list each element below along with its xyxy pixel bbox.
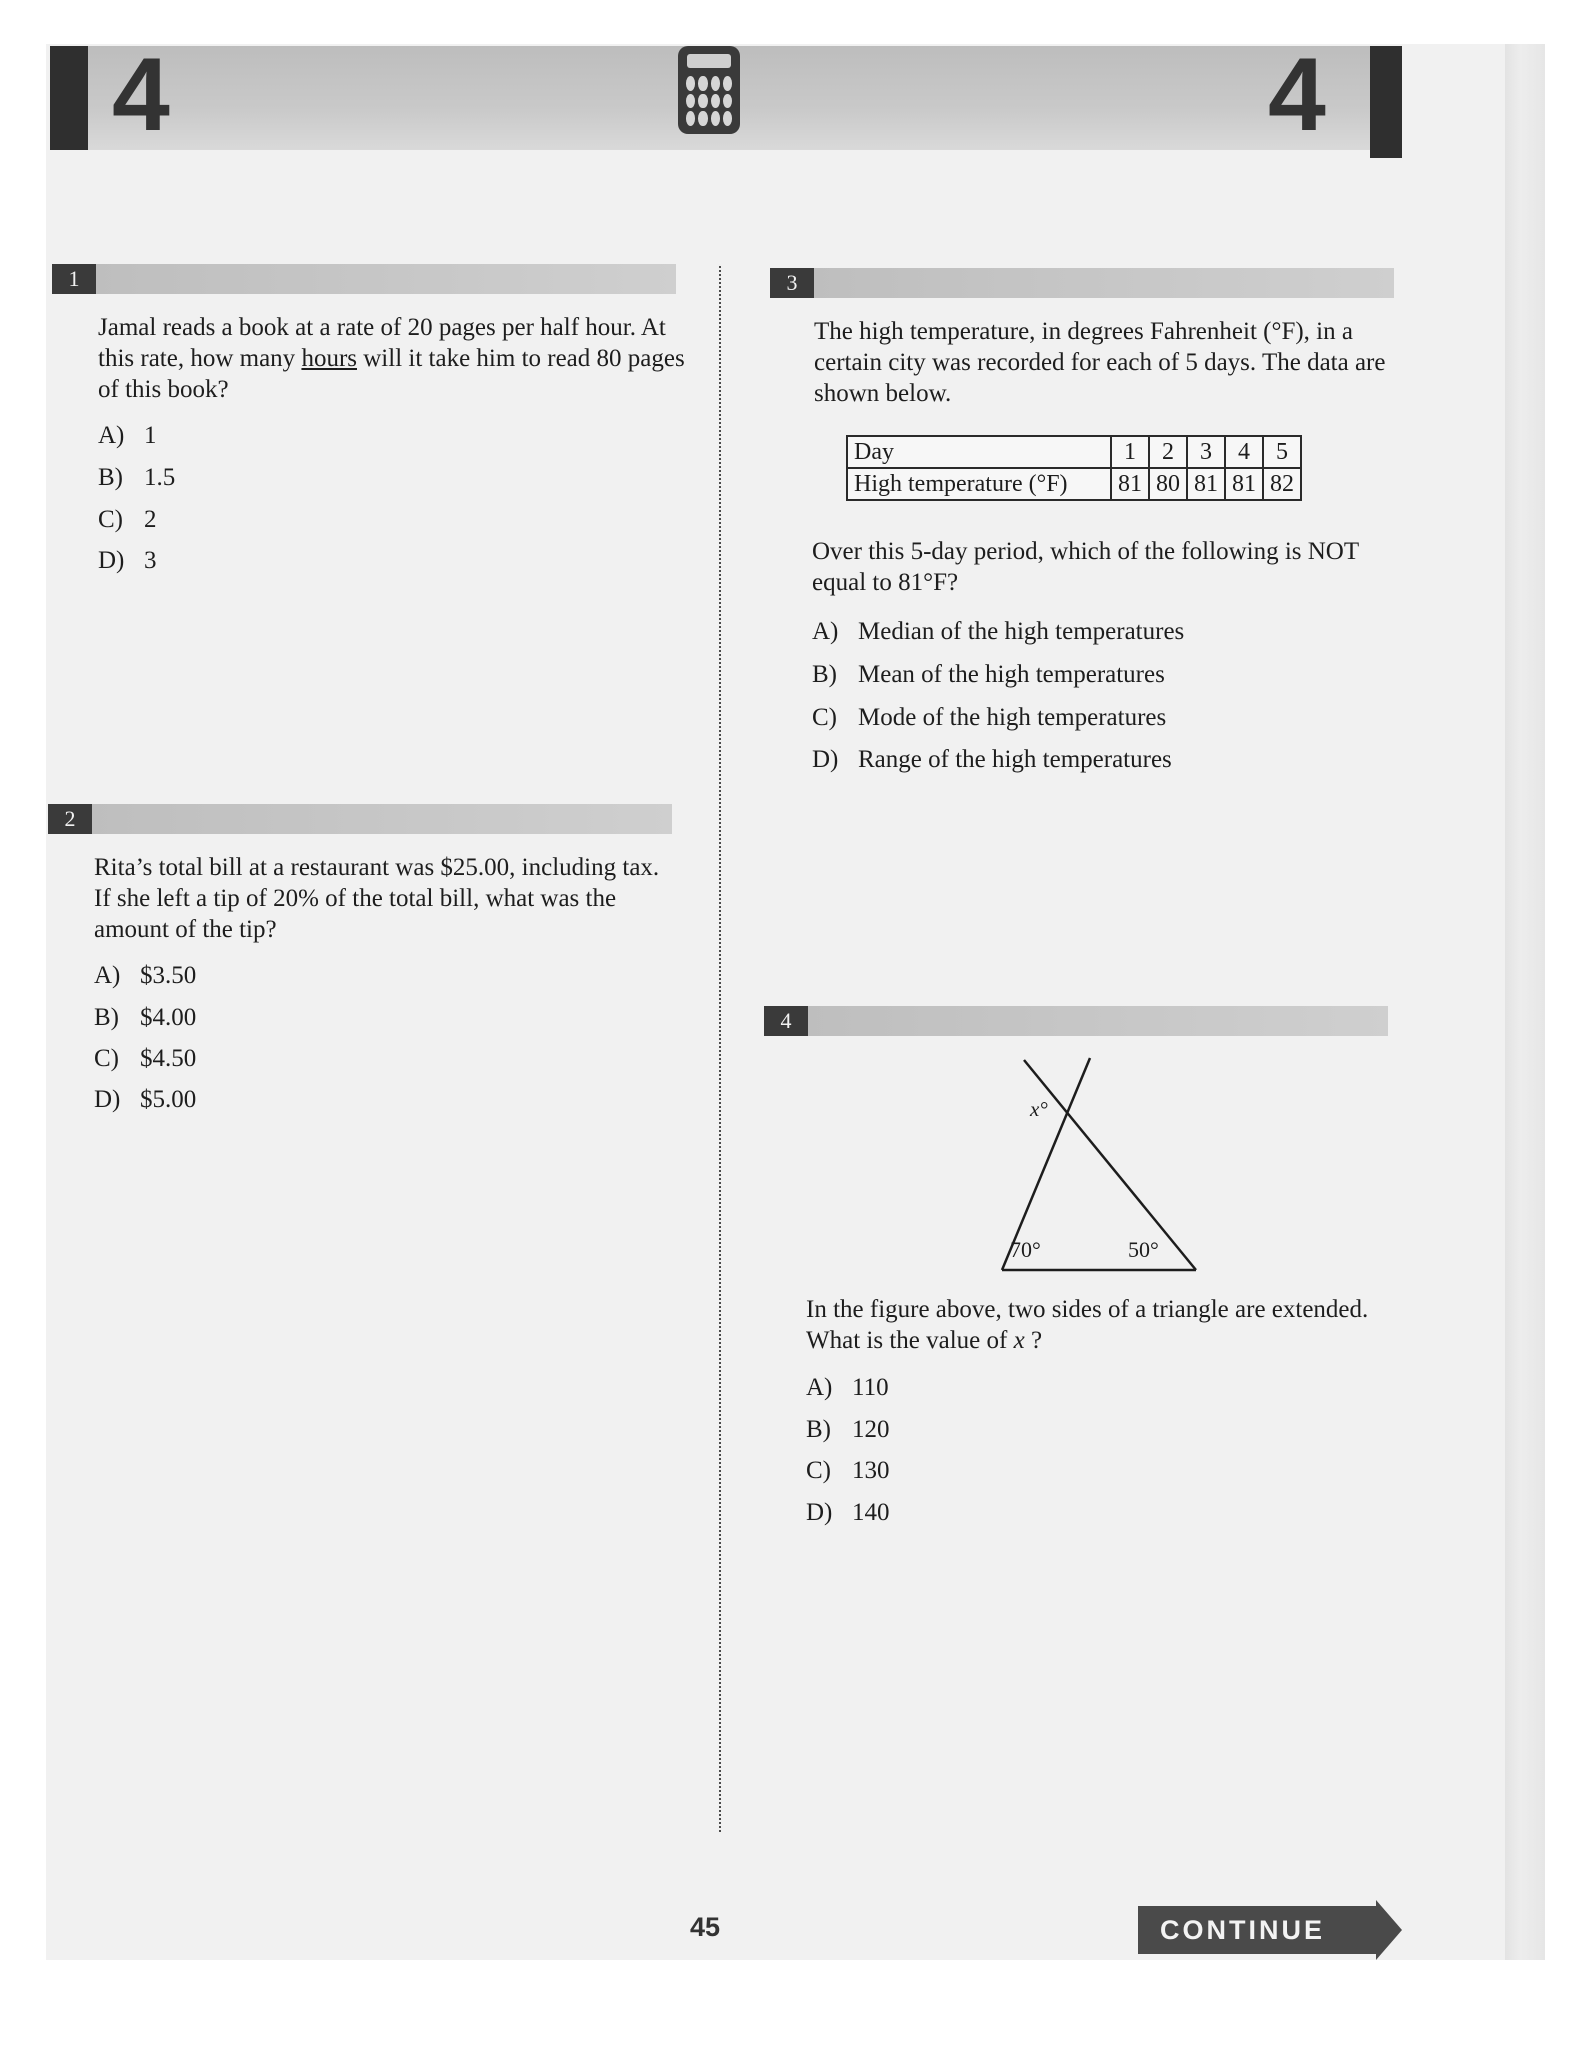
section-number-left: 4 <box>112 37 170 153</box>
answer-option[interactable]: C) Mode of the high temperatures <box>812 704 1167 731</box>
question-2-stem: Rita’s total bill at a restaurant was $25.00, including tax. If she left a tip of 20% of the total bill, what was the amount of the tip? <box>94 854 660 943</box>
answer-option[interactable]: A) 1 <box>98 422 157 449</box>
answer-option[interactable]: C) $4.50 <box>94 1045 197 1072</box>
question-1-header <box>52 264 676 294</box>
question-4-stem: In the figure above, two sides of a triangle are extended. What is the value of x ? <box>806 1296 1369 1354</box>
table-cell: 81 <box>1111 468 1149 500</box>
table-cell: 2 <box>1149 436 1187 468</box>
answer-option[interactable]: A) $3.50 <box>94 962 197 989</box>
continue-button[interactable]: CONTINUE <box>1138 1906 1376 1954</box>
table-row-label: Day <box>847 436 1111 468</box>
answer-option[interactable]: B) $4.00 <box>94 1004 197 1031</box>
answer-option[interactable]: D) 140 <box>806 1499 890 1526</box>
answer-option[interactable]: A) Median of the high temperatures <box>812 618 1185 645</box>
page-number: 45 <box>690 1912 721 1942</box>
question-1-stem: Jamal reads a book at a rate of 20 pages per half hour. At this rate, how many hours will it take him to read 80 pages of this book? <box>98 314 685 403</box>
table-cell: 3 <box>1187 436 1225 468</box>
question-number: 1 <box>52 264 96 294</box>
calculator-icon <box>678 46 740 134</box>
question-3-header <box>770 268 1394 298</box>
answer-option[interactable]: C) 130 <box>806 1457 890 1484</box>
page-edge <box>1505 44 1545 1960</box>
question-number: 4 <box>764 1006 808 1036</box>
answer-option[interactable]: D) 3 <box>98 547 157 574</box>
question-3-prompt: Over this 5-day period, which of the following is NOT equal to 81°F? <box>812 538 1359 596</box>
angle-label-x: x° <box>1030 1097 1048 1121</box>
question-number: 2 <box>48 804 92 834</box>
table-cell: 82 <box>1263 468 1301 500</box>
table-cell: 5 <box>1263 436 1301 468</box>
question-4-header <box>764 1006 1388 1036</box>
column-divider <box>719 266 721 1832</box>
question-2-header <box>48 804 672 834</box>
section-number-right: 4 <box>1268 37 1326 153</box>
variable: x <box>1013 1327 1025 1354</box>
underlined-word: hours <box>301 345 357 372</box>
angle-label-left: 70° <box>1010 1237 1041 1262</box>
question-number: 3 <box>770 268 814 298</box>
angle-label-right: 50° <box>1128 1237 1159 1262</box>
answer-option[interactable]: B) 1.5 <box>98 464 176 491</box>
answer-option[interactable]: B) 120 <box>806 1416 890 1443</box>
answer-option[interactable]: D) $5.00 <box>94 1086 197 1113</box>
question-3-stem: The high temperature, in degrees Fahrenheit (°F), in a certain city was recorded for each of 5 days. The data are shown below. <box>814 318 1386 407</box>
table-cell: 80 <box>1149 468 1187 500</box>
arrow-right-icon <box>1376 1900 1402 1960</box>
table-cell: 4 <box>1225 436 1263 468</box>
table-cell: 81 <box>1187 468 1225 500</box>
answer-option[interactable]: D) Range of the high temperatures <box>812 746 1172 773</box>
temperature-table <box>846 435 1302 501</box>
answer-option[interactable]: C) 2 <box>98 506 157 533</box>
answer-option[interactable]: A) 110 <box>806 1374 889 1401</box>
triangle-side-extended <box>1024 1060 1196 1270</box>
table-row <box>847 468 1301 500</box>
table-cell: 81 <box>1225 468 1263 500</box>
header-bar-right <box>1370 46 1402 158</box>
table-row-label: High temperature (°F) <box>847 468 1111 500</box>
table-row <box>847 436 1301 468</box>
header-bar-left <box>50 46 88 150</box>
triangle-figure <box>1000 1050 1230 1280</box>
answer-option[interactable]: B) Mean of the high temperatures <box>812 661 1165 688</box>
table-cell: 1 <box>1111 436 1149 468</box>
